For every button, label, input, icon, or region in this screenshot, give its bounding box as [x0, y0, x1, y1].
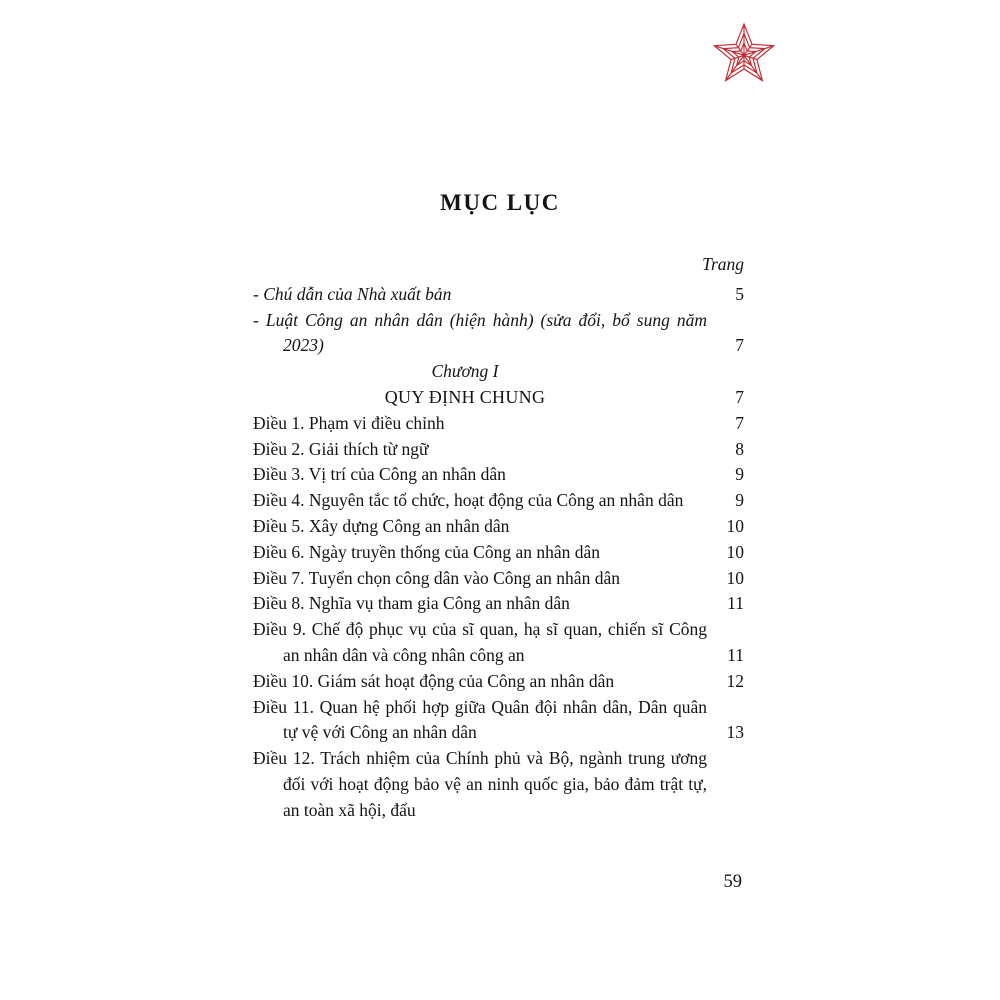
toc-entry	[253, 514, 744, 540]
toc-entry-page: 10	[726, 541, 744, 562]
toc-entry-page: 13	[726, 722, 744, 743]
toc-entry	[253, 411, 744, 437]
toc-entry	[253, 695, 744, 747]
toc-entry-text: Điều 12. Trách nhiệm của Chính phủ và Bộ, ngành trung ương đối với hoạt động bảo vệ an ninh quốc gia, bảo đảm trật tự, an toàn xã hội, đấu	[253, 748, 707, 820]
page-title: MỤC LỤC	[440, 190, 560, 215]
toc-list	[253, 282, 744, 824]
toc-entry-text: Điều 7. Tuyển chọn công dân vào Công an nhân dân	[253, 567, 620, 588]
toc-entry-text: Điều 9. Chế độ phục vụ của sĩ quan, hạ sĩ quan, chiến sĩ Công an nhân dân và công nhân công an	[253, 619, 707, 665]
toc-entry	[253, 669, 744, 695]
toc-entry	[253, 591, 744, 617]
toc-entry-text: Điều 8. Nghĩa vụ tham gia Công an nhân dân	[253, 593, 570, 614]
toc-entry-text: Điều 6. Ngày truyền thống của Công an nhân dân	[253, 541, 601, 562]
toc-entry-text: Điều 1. Phạm vi điều chỉnh	[253, 412, 445, 433]
toc-entry	[253, 308, 744, 360]
toc-entry-page: 9	[735, 464, 744, 485]
toc-entry	[253, 566, 744, 592]
toc-entry-page: 10	[726, 567, 744, 588]
toc-entry-page: 7	[735, 386, 744, 407]
toc-entry-page: 12	[726, 670, 744, 691]
toc-entry-text: Chương I	[431, 361, 499, 382]
toc-entry-page: 7	[735, 335, 744, 356]
toc-entry	[253, 359, 744, 385]
toc-entry-text: - Luật Công an nhân dân (hiện hành) (sửa đổi, bổ sung năm 2023)	[253, 309, 707, 356]
toc-entry	[253, 540, 744, 566]
toc-entry-text: QUY ĐỊNH CHUNG	[384, 386, 546, 407]
folio-page-number: 59	[723, 872, 742, 892]
toc-entry	[253, 437, 744, 463]
page-column-label: Trang	[702, 254, 744, 274]
toc-entry-text: Điều 2. Giải thích từ ngữ	[253, 438, 429, 459]
publisher-star-emblem-icon	[710, 20, 778, 88]
toc-entry	[253, 462, 744, 488]
toc-entry	[253, 282, 744, 308]
toc-entry-text: Điều 10. Giám sát hoạt động của Công an nhân dân	[253, 670, 615, 691]
toc-entry-text: Điều 11. Quan hệ phối hợp giữa Quân đội nhân dân, Dân quân tự vệ với Công an nhân dân	[253, 696, 707, 743]
toc-entry	[253, 746, 744, 823]
table-of-contents	[253, 252, 744, 824]
toc-entry-page: 9	[735, 490, 744, 511]
toc-entry-text: Điều 4. Nguyên tắc tổ chức, hoạt động của Công an nhân dân	[253, 490, 684, 511]
toc-entry	[253, 385, 744, 411]
toc-entry-text: Điều 5. Xây dựng Công an nhân dân	[253, 515, 510, 536]
toc-entry-page: 10	[726, 515, 744, 536]
toc-entry-text: - Chú dẫn của Nhà xuất bản	[253, 283, 452, 304]
toc-entry-page: 5	[735, 283, 744, 304]
toc-entry-text: Điều 3. Vị trí của Công an nhân dân	[253, 464, 506, 485]
toc-entry-page: 11	[727, 593, 744, 614]
toc-entry-page: 11	[727, 644, 744, 665]
toc-entry-page: 7	[735, 412, 744, 433]
toc-entry-page: 8	[735, 438, 744, 459]
toc-entry	[253, 488, 744, 514]
toc-entry	[253, 617, 744, 669]
